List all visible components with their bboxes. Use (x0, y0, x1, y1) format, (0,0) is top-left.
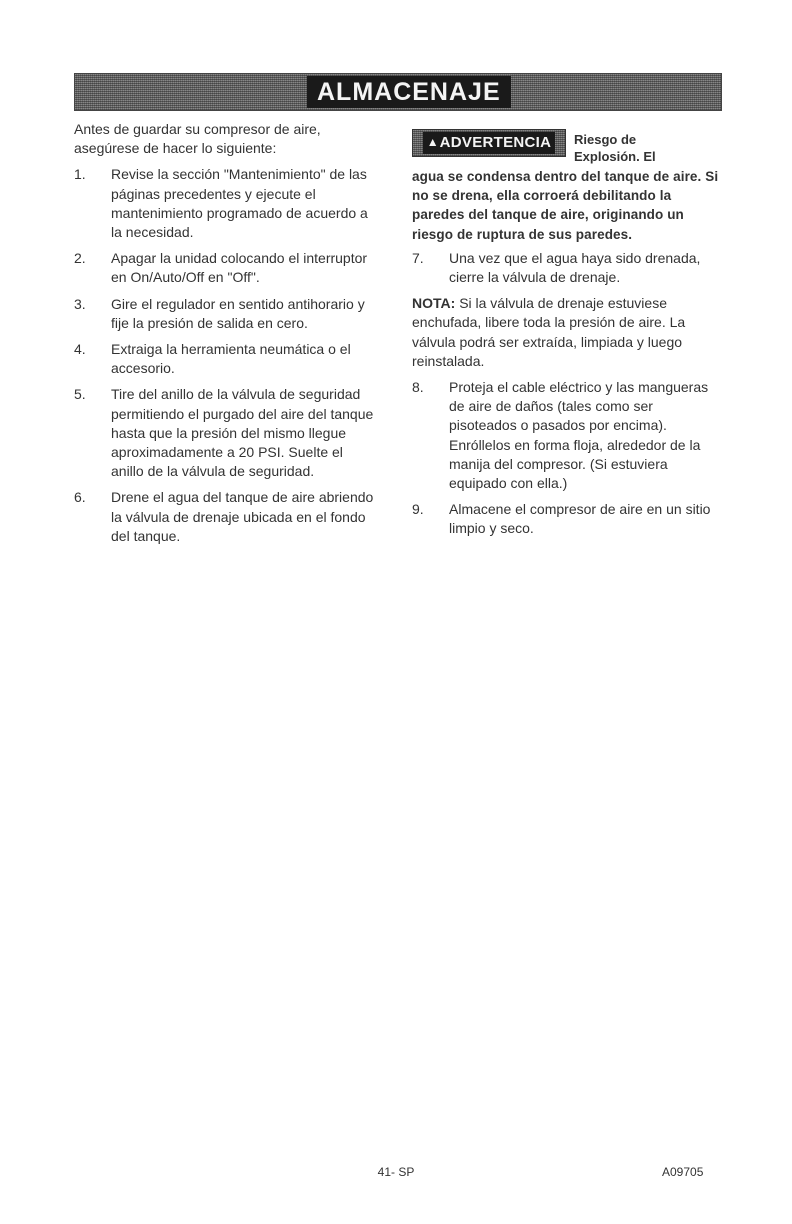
item-number: 4. (74, 341, 86, 358)
intro-paragraph: Antes de guardar su compresor de aire, asegúrese de hacer lo siguiente: (74, 121, 321, 157)
note-text: Si la válvula de drenaje estuviese enchufada, libere toda la presión de aire. La válvula podrá ser extraída, limpiada y luego reinstalada. (412, 295, 686, 369)
warning-side-line: Riesgo de (574, 132, 637, 147)
list-item (74, 488, 374, 546)
item-text: Una vez que el agua haya sido drenada, cierre la válvula de drenaje. (449, 249, 701, 286)
item-number: 1. (74, 166, 86, 183)
section-title-box (307, 76, 511, 108)
list-item (74, 385, 374, 481)
item-text: Apagar la unidad colocando el interruptor en On/Auto/Off en "Off". (111, 250, 368, 286)
left-column (74, 120, 374, 553)
note-paragraph (412, 294, 724, 371)
item-number: 5. (74, 386, 86, 403)
item-text: Extraiga la herramienta neumática o el accesorio. (111, 341, 351, 377)
list-item (74, 295, 374, 333)
item-text: Drene el agua del tanque de aire abriendo la válvula de drenaje ubicada en el fondo del tanque. (111, 489, 374, 544)
list-item (74, 165, 374, 242)
page-number: 41- SP (377, 1165, 415, 1179)
document-code: A09705 (662, 1165, 704, 1179)
warning-triangle-icon: ▲ (426, 135, 439, 150)
warning-side-line: Explosión. El (574, 149, 656, 164)
item-text: Proteja el cable eléctrico y las mangueras de aire de daños (tales como ser pisoteados o pasados por encima). Enróllelos en forma floja, alrededor de la manija del compresor. (Si estuviera equipado con ella.) (449, 379, 709, 492)
warning-badge (412, 129, 566, 157)
item-number: 7. (412, 249, 424, 266)
list-item (74, 340, 374, 378)
right-column (412, 120, 724, 546)
item-text: Gire el regulador en sentido antihorario y fije la presión de salida en cero. (111, 295, 365, 331)
item-text: Tire del anillo de la válvula de seguridad permitiendo el purgado del aire del tanque hasta que la presión del mismo llegue aproximadamente a 20 PSI. Suelte el anillo de la válvula de seguridad. (111, 386, 374, 480)
item-number: 6. (74, 489, 86, 506)
warning-body: agua se condensa dentro del tanque de aire. Si no se drena, ella corroerá debilitando la paredes del tanque de aire, originando un riesgo de ruptura de sus paredes. (412, 169, 719, 242)
list-item (74, 249, 374, 287)
list-item (412, 249, 724, 287)
warning-side-text (574, 127, 656, 165)
list-item (412, 500, 724, 538)
item-number: 3. (74, 295, 86, 312)
section-title: ALMACENAJE (317, 77, 501, 106)
list-item (412, 378, 724, 493)
warning-label: ADVERTENCIA (439, 134, 552, 152)
warning-header (412, 127, 724, 165)
section-title-banner (74, 73, 722, 111)
warning-badge-inner (423, 132, 556, 153)
item-text: Almacene el compresor de aire en un sitio limpio y seco. (449, 501, 711, 537)
item-number: 8. (412, 379, 424, 396)
item-text: Revise la sección "Mantenimiento" de las páginas precedentes y ejecute el mantenimiento programado de acuerdo a la necesidad. (111, 166, 368, 241)
note-label: NOTA: (412, 295, 456, 312)
item-number: 9. (412, 501, 424, 518)
item-number: 2. (74, 250, 86, 267)
